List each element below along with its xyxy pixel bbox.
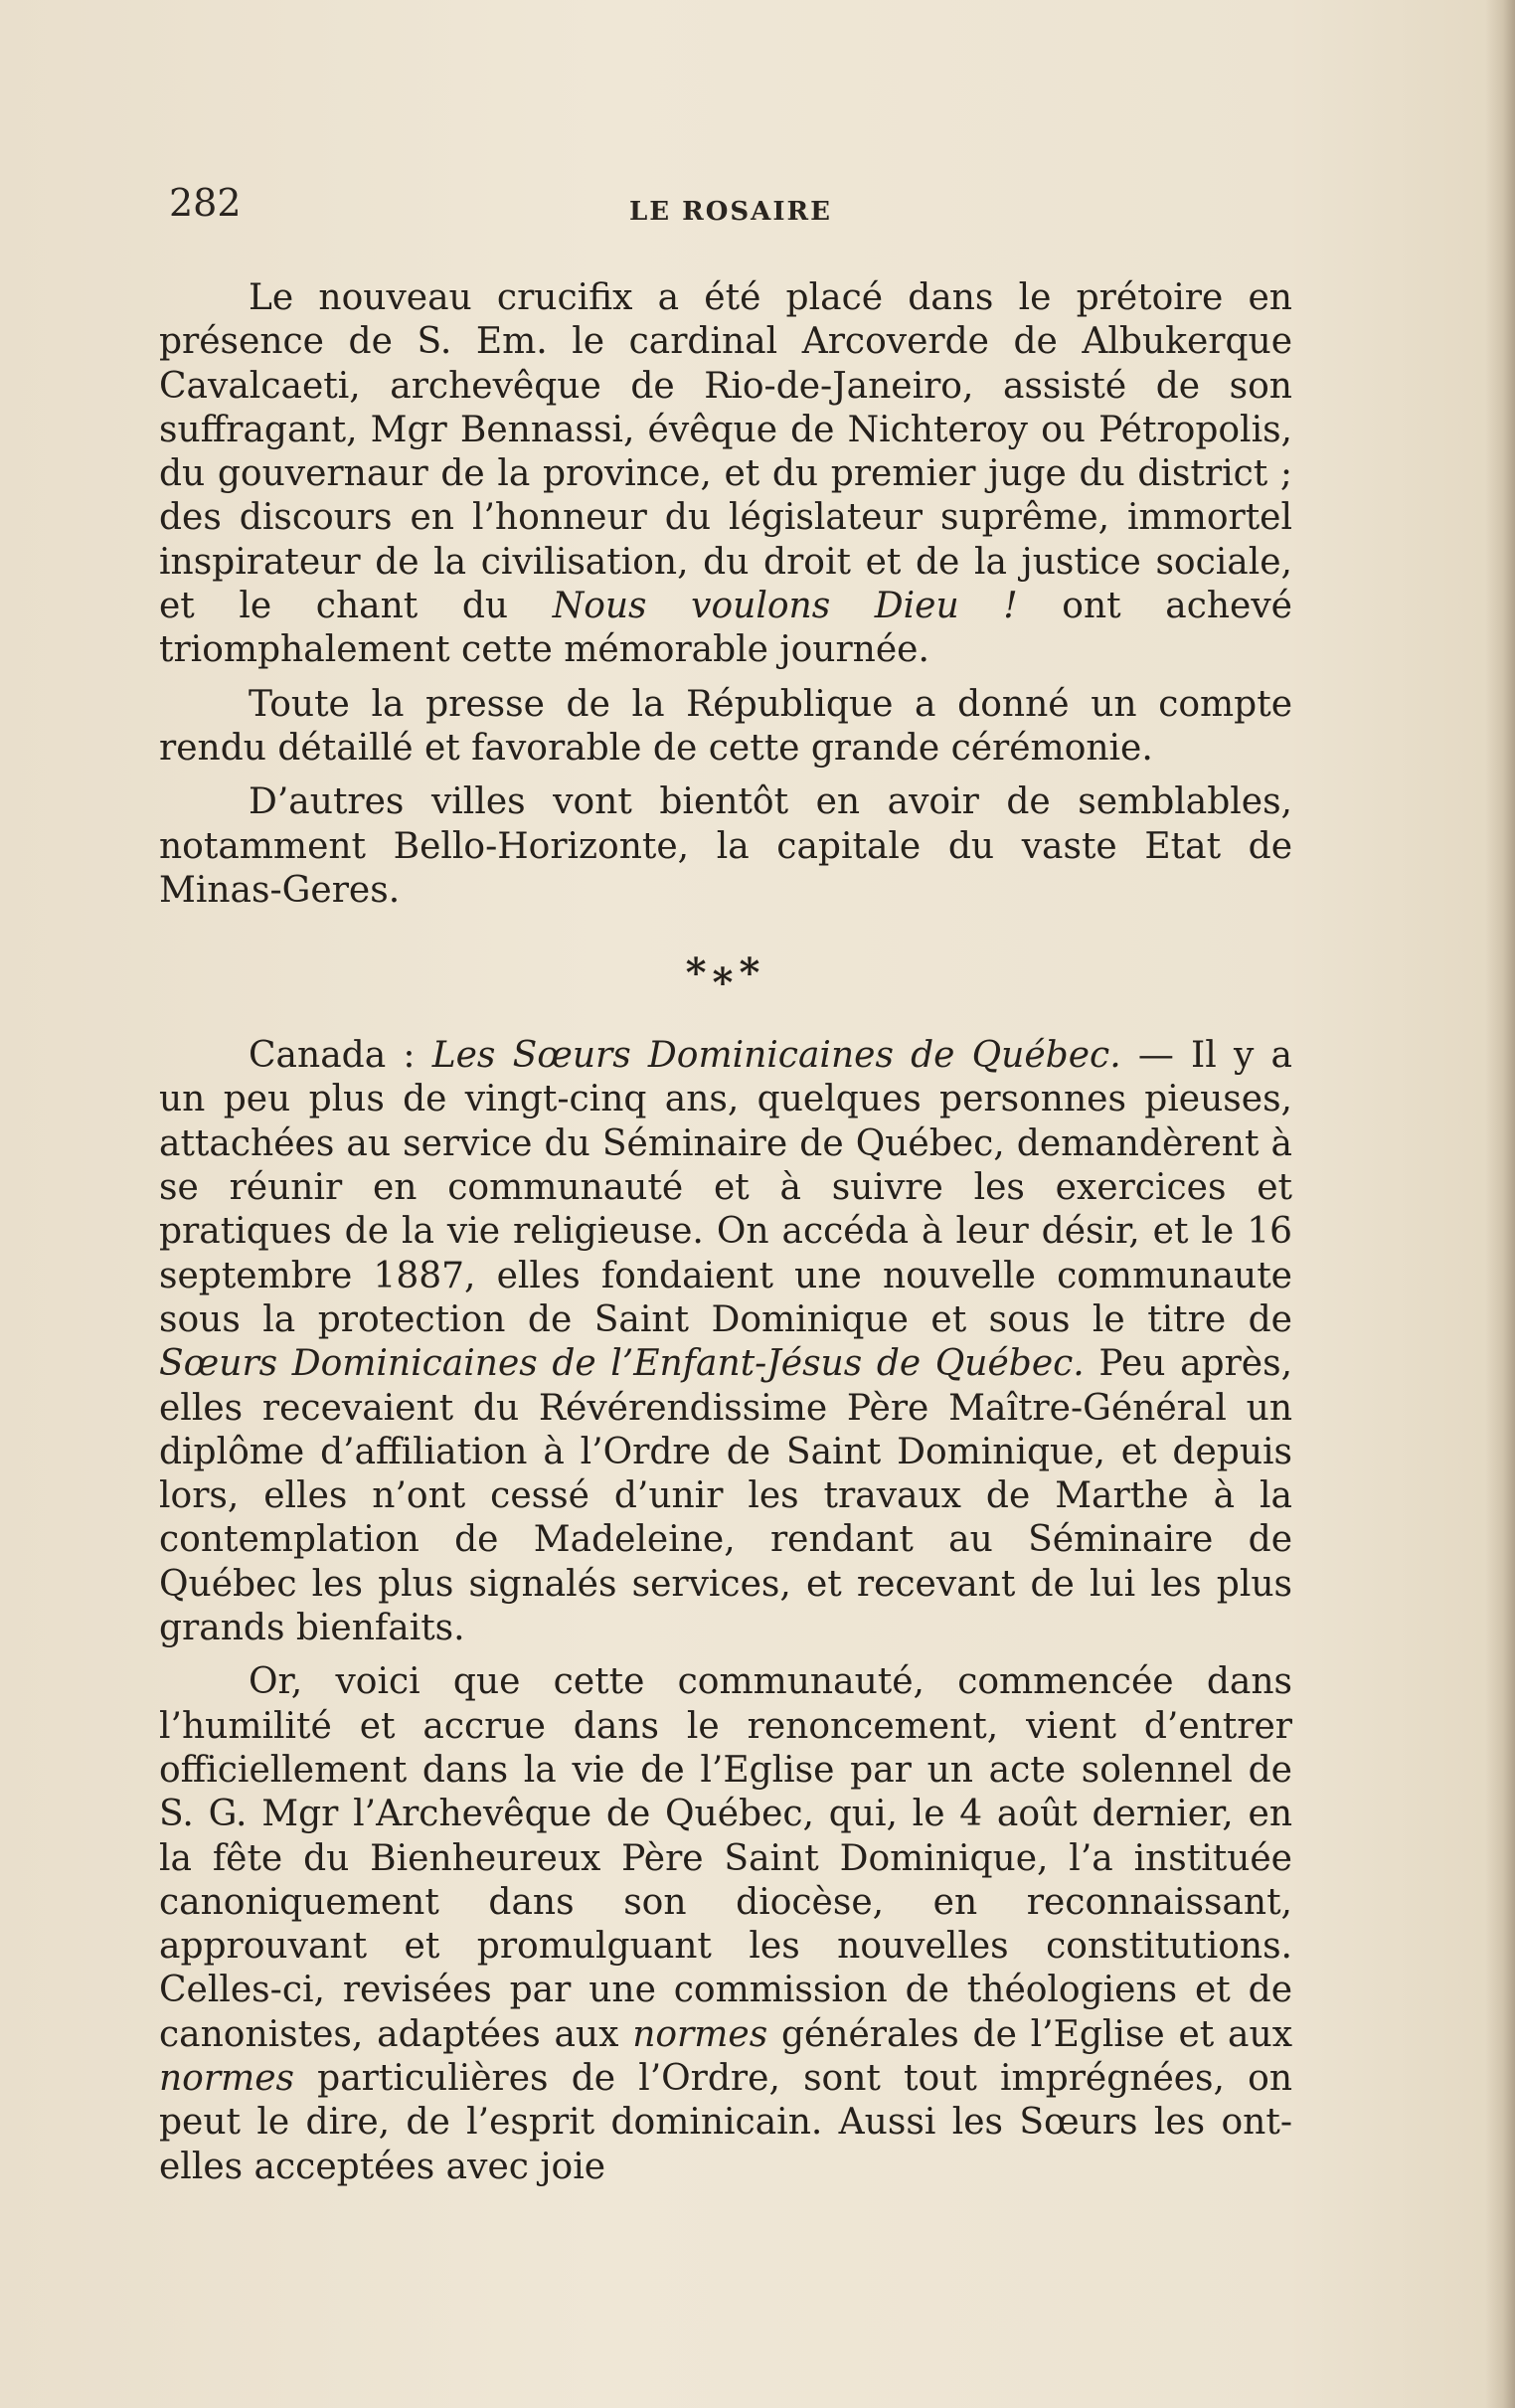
separator-star-right: *	[739, 949, 766, 996]
paragraph-text: Toute la presse de la République a donné un compte rendu détaillé et favorable de cette grande cérémonie.	[159, 683, 1292, 769]
paragraph-text: Le nouveau crucifix a été placé dans le prétoire en présence de S. Em. le cardinal Arcoverde de Albukerque Cavalcaeti, archevêque de Rio-de-Janeiro, assisté de son suffragant, Mgr Bennassi, évêque de Nichteroy ou Pétropolis, du gouvernaur de la province, et du premier juge du district ; des discours en l’honneur du législateur suprême, immortel inspirateur de la civilisation, du droit et de la justice sociale, et le chant du	[159, 277, 1292, 627]
section-italic-title: Les Sœurs Dominicaines de Québec.	[431, 1035, 1121, 1077]
paragraph-text: Peu après, elles recevaient du Révérendissime Père Maître-Général un diplôme d’affiliation à l’Ordre de Saint Dominique, et depuis lors, elles n’ont cessé d’unir les travaux de Marthe à la contemplation de Madeleine, rendant au Séminaire de Québec les plus signalés services, et recevant de lui les plus grands bienfaits.	[159, 1343, 1293, 1649]
paragraph-text: ont achevé triomphalement cette mémorable journée.	[159, 586, 1292, 671]
page-number: 282	[169, 181, 242, 225]
italic-normes: normes	[632, 2013, 768, 2055]
running-head	[169, 171, 1292, 231]
italic-hymn-title: Nous voulons Dieu !	[552, 586, 1018, 627]
running-title: LE ROSAIRE	[629, 197, 832, 227]
separator-star-middle: *	[712, 959, 740, 1006]
paragraph-canada	[159, 1034, 1292, 1650]
section-lead: Canada :	[249, 1035, 432, 1077]
italic-normes: normes	[159, 2057, 294, 2099]
body-text	[159, 276, 1292, 2189]
page-edge-shadow	[1485, 0, 1515, 2408]
section-separator	[159, 913, 1292, 1034]
paragraph-canonical	[159, 1660, 1292, 2189]
paragraph-text: — Il y a un peu plus de vingt-cinq ans, quelques personnes pieuses, attachées au service du Séminaire de Québec, demandèrent à se réunir en communauté et à suivre les exercices et pratiques de la vie religieuse. On accéda à leur désir, et le 16 septembre 1887, elles fondaient une nouvelle communaute sous la protection de Saint Dominique et sous le titre de	[159, 1035, 1292, 1340]
separator-star-left: *	[685, 949, 713, 996]
paragraph-text: Or, voici que cette communauté, commencée dans l’humilité et accrue dans le renoncement, vient d’entrer officiellement dans la vie de l’Eglise par un acte solennel de S. G. Mgr l’Archevêque de Québec, qui, le 4 août dernier, en la fête du Bienheureux Père Saint Dominique, l’a instituée canoniquement dans son diocèse, en reconnaissant, approuvant et promulguant les nouvelles constitutions. Celles-ci, revisées par une commission de théologiens et de canonistes, adaptées aux	[159, 1661, 1292, 2055]
paragraph-text: particulières de l’Ordre, sont tout imprégnées, on peut le dire, de l’esprit dominicain. Aussi les Sœurs les ont-elles acceptées avec joie	[159, 2057, 1292, 2187]
paragraph-other-cities	[159, 780, 1292, 913]
paragraph-text: générales de l’Eglise et aux	[767, 2013, 1292, 2055]
paragraph-press	[159, 683, 1292, 772]
paragraph-text: D’autres villes vont bientôt en avoir de semblables, notamment Bello-Horizonte, la capitale du vaste Etat de Minas-Geres.	[159, 781, 1292, 911]
italic-congregation-title: Sœurs Dominicaines de l’Enfant-Jésus de Québec.	[159, 1343, 1085, 1385]
paragraph-crucifix	[159, 276, 1292, 673]
